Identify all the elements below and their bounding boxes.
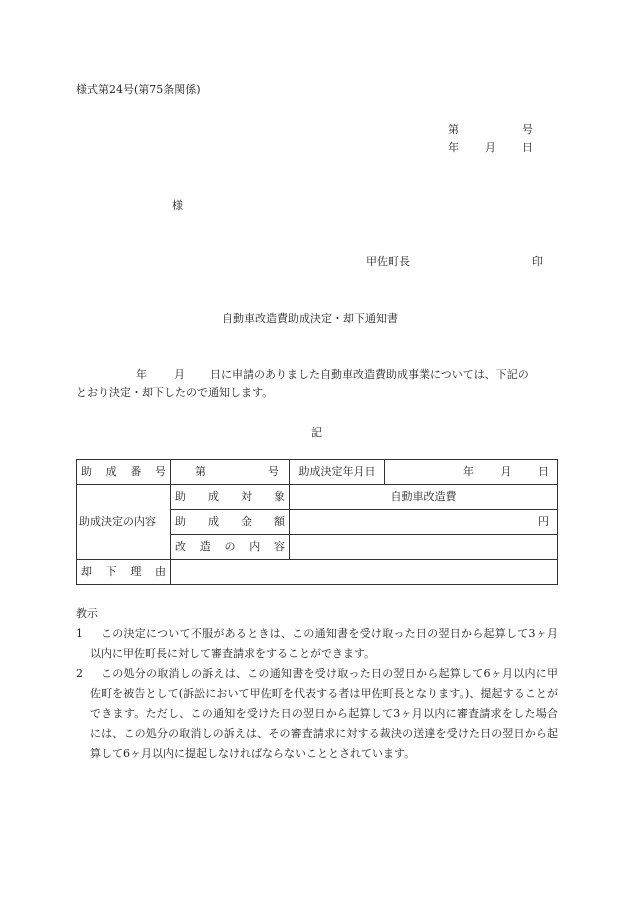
notice-item [76, 624, 558, 664]
decision-date-label: 助成決定年月日 [290, 460, 385, 485]
date-day: 日 [522, 141, 533, 154]
grant-target-value: 自動車改造費 [290, 485, 558, 510]
body-line1: 日に申請のありました自動車改造費助成事業については、下記の [210, 368, 529, 381]
notice-item-number: 2 [76, 667, 83, 680]
seal-mark: 印 [532, 255, 543, 268]
row-grant-target [77, 485, 558, 510]
notice-item-text: この処分の取消しの訴えは、この通知書を受け取った日の翌日から起算して6ヶ月以内に甲佐町を被告として(訴訟において甲佐町を代表する者は甲佐町長となります。)、提起することができます。ただし、この通知を受けた日の翌日から起算して3ヶ月以内に審査請求をした場合には、この処分の取消しの訴えは、その審査請求に対する裁決の送達を受けた日の翌日から起算して6ヶ月以内に提起しなければならないこととされています。 [90, 667, 558, 760]
rejection-value [171, 560, 558, 585]
date-year: 年 [448, 141, 459, 154]
grant-number-label: 助成番号 [77, 460, 171, 485]
doc-number-go: 号 [522, 123, 533, 136]
addressee-suffix: 様 [172, 199, 183, 212]
ki-marker: 記 [311, 426, 322, 439]
body-month: 月 [174, 368, 185, 381]
grant-amount-label: 助成金額 [171, 510, 290, 535]
decision-year: 年 [463, 464, 474, 478]
decision-day: 日 [538, 464, 549, 478]
modification-label: 改造の内容 [171, 535, 290, 560]
body-year: 年 [136, 368, 147, 381]
rejection-label: 却下理由 [77, 560, 171, 585]
appeal-notice [76, 604, 558, 764]
form-id: 様式第24号(第75条関係) [76, 83, 201, 96]
decision-month: 月 [500, 464, 512, 478]
notice-heading: 教示 [76, 607, 98, 620]
row-rejection [77, 560, 558, 585]
row-grant-number [77, 460, 558, 485]
modification-value [290, 535, 558, 560]
notice-item-text: この決定について不服があるときは、この通知書を受け取った日の翌日から起算して3ヶ月以内に甲佐町長に対して審査請求をすることができます。 [90, 627, 558, 660]
grant-number-go: 号 [268, 464, 279, 478]
notice-item-number: 1 [76, 627, 83, 640]
doc-number-dai: 第 [448, 123, 459, 136]
grant-target-label: 助成対象 [171, 485, 290, 510]
grant-number-dai: 第 [195, 464, 206, 478]
notice-item [76, 664, 558, 764]
grant-number-cell [171, 460, 290, 485]
date-month: 月 [485, 141, 496, 154]
issuer-title: 甲佐町長 [366, 255, 410, 268]
document-title: 自動車改造費助成決定・却下通知書 [222, 312, 398, 325]
body-line2: とおり決定・却下したので通知します。 [76, 386, 274, 399]
decision-date-cell [385, 460, 558, 485]
grant-amount-unit: 円 [290, 510, 558, 535]
group-label: 助成決定の内容 [77, 485, 171, 560]
decision-table [76, 459, 558, 585]
